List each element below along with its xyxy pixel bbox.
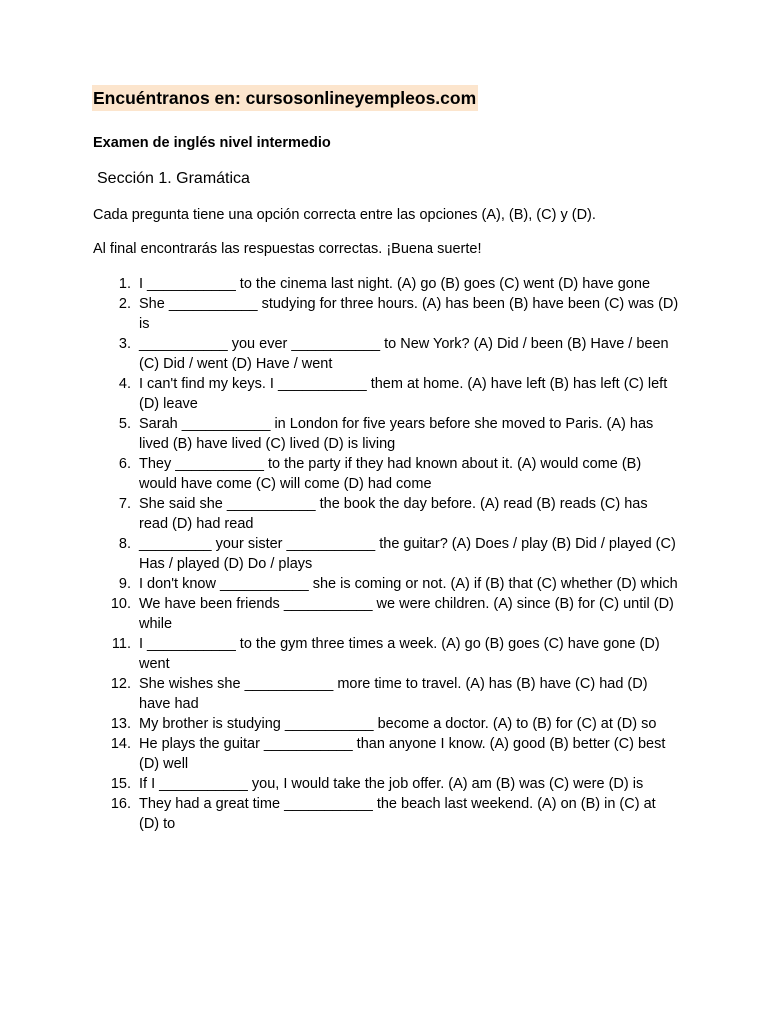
question-number: 8. <box>118 536 131 552</box>
question-item <box>93 274 679 294</box>
question-number: 7. <box>118 496 131 512</box>
section-title: Sección 1. Gramática <box>97 170 250 187</box>
question-text: I ___________ to the cinema last night. (A) go (B) goes (C) went (D) have gone <box>139 276 651 292</box>
question-item <box>93 494 679 534</box>
question-item <box>93 774 679 794</box>
question-item <box>93 294 679 334</box>
question-text: He plays the guitar ___________ than anyone I know. (A) good (B) better (C) best (D) well <box>139 736 666 772</box>
question-item <box>93 374 679 414</box>
question-number: 15. <box>110 776 131 792</box>
question-number: 11. <box>111 636 131 652</box>
question-text: She said she ___________ the book the day before. (A) read (B) reads (C) has read (D) had read <box>139 496 648 532</box>
question-item <box>93 714 679 734</box>
question-number: 14. <box>110 736 131 752</box>
question-item <box>93 534 679 574</box>
instructions-line: Al final encontrarás las respuestas correctas. ¡Buena suerte! <box>93 241 482 257</box>
question-number: 9. <box>118 576 131 592</box>
question-text: She ___________ studying for three hours. (A) has been (B) have been (C) was (D) is <box>139 296 679 332</box>
question-number: 6. <box>118 456 131 472</box>
question-item <box>93 454 679 494</box>
question-number: 12. <box>110 676 131 692</box>
question-number: 4. <box>118 376 131 392</box>
question-number: 1. <box>118 276 131 292</box>
question-item <box>93 634 679 674</box>
question-text: If I ___________ you, I would take the job offer. (A) am (B) was (C) were (D) is <box>139 776 644 792</box>
question-text: _________ your sister ___________ the guitar? (A) Does / play (B) Did / played (C) Has / played (D) Do / plays <box>139 536 676 572</box>
question-text: They ___________ to the party if they had known about it. (A) would come (B) would have come (C) will come (D) had come <box>139 456 642 492</box>
question-text: Sarah ___________ in London for five years before she moved to Paris. (A) has lived (B) have lived (C) lived (D) is living <box>139 416 654 452</box>
question-number: 2. <box>118 296 131 312</box>
website-banner: Encuéntranos en: cursosonlineyempleos.com <box>92 85 478 111</box>
question-list <box>93 274 693 834</box>
question-text: I ___________ to the gym three times a week. (A) go (B) goes (C) have gone (D) went <box>139 636 660 672</box>
question-item <box>93 594 679 634</box>
question-text: ___________ you ever ___________ to New York? (A) Did / been (B) Have / been (C) Did / went (D) Have / went <box>139 336 669 372</box>
question-text: We have been friends ___________ we were children. (A) since (B) for (C) until (D) while <box>139 596 674 632</box>
question-item <box>93 334 679 374</box>
question-text: My brother is studying ___________ become a doctor. (A) to (B) for (C) at (D) so <box>139 716 657 732</box>
question-text: They had a great time ___________ the beach last weekend. (A) on (B) in (C) at (D) to <box>139 796 656 832</box>
question-text: I don't know ___________ she is coming or not. (A) if (B) that (C) whether (D) which <box>139 576 678 592</box>
instructions-line: Cada pregunta tiene una opción correcta entre las opciones (A), (B), (C) y (D). <box>93 207 596 223</box>
question-item <box>93 574 679 594</box>
question-item <box>93 734 679 774</box>
question-number: 16. <box>110 796 131 812</box>
question-item <box>93 414 679 454</box>
question-number: 5. <box>118 416 131 432</box>
exam-title: Examen de inglés nivel intermedio <box>93 135 331 151</box>
question-text: She wishes she ___________ more time to travel. (A) has (B) have (C) had (D) have had <box>139 676 648 712</box>
question-number: 3. <box>118 336 131 352</box>
question-item <box>93 674 679 714</box>
question-item <box>93 794 679 834</box>
question-number: 10. <box>110 596 131 612</box>
question-number: 13. <box>110 716 131 732</box>
question-text: I can't find my keys. I ___________ them at home. (A) have left (B) has left (C) left (D) leave <box>139 376 668 412</box>
